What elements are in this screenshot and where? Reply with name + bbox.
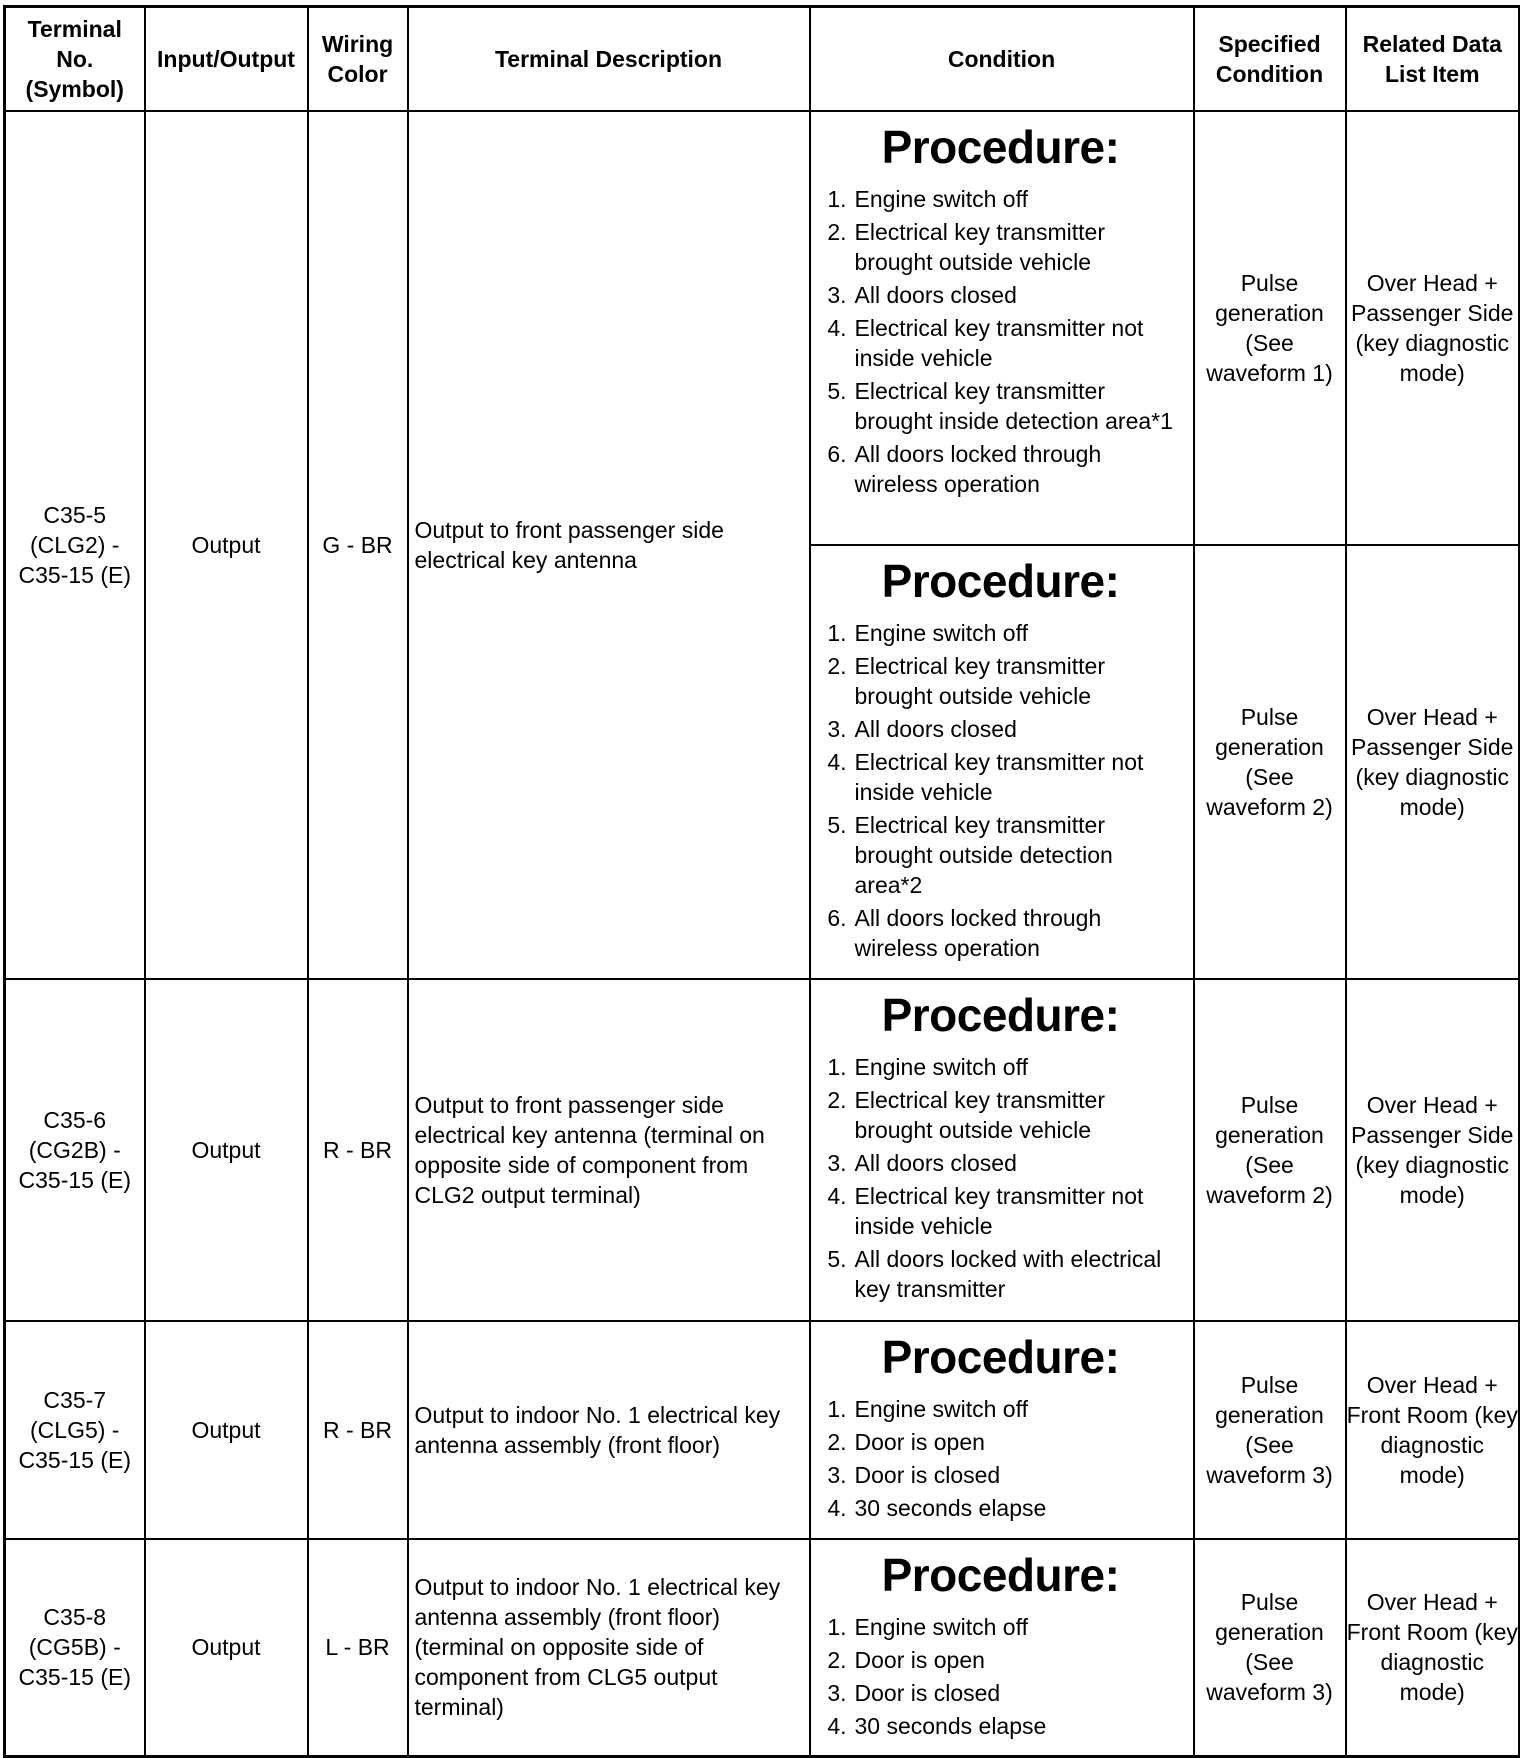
step-number: 4. <box>827 1494 847 1521</box>
specified-condition-cell: Pulse generation (See waveform 3) <box>1194 1321 1346 1539</box>
step-text: Electrical key transmitter brought inside detection area*1 <box>854 377 1173 434</box>
procedure-step <box>817 217 1185 277</box>
step-text: Engine switch off <box>854 1395 1028 1422</box>
procedure-steps <box>817 618 1185 963</box>
step-text: Door is open <box>854 1646 985 1673</box>
procedure-step <box>817 313 1185 373</box>
procedure-title: Procedure: <box>881 988 1120 1041</box>
step-number: 3. <box>827 1149 847 1176</box>
procedure-step <box>817 1394 1185 1424</box>
step-text: Engine switch off <box>854 185 1028 212</box>
step-number: 1. <box>827 1053 847 1080</box>
step-number: 4. <box>827 748 847 775</box>
procedure-title: Procedure: <box>881 554 1120 607</box>
header-related: Related Data List Item <box>1346 7 1520 111</box>
condition-cell <box>810 979 1194 1321</box>
table-row <box>5 111 1520 545</box>
step-text: 30 seconds elapse <box>854 1712 1047 1739</box>
step-text: All doors locked through wireless operation <box>854 440 1102 497</box>
step-number: 5. <box>827 377 847 404</box>
terminal-cell: C35-7 (CLG5) - C35-15 (E) <box>5 1321 145 1539</box>
step-number: 1. <box>827 185 847 212</box>
wiring-color-cell: L - BR <box>308 1539 408 1757</box>
procedure-step <box>817 184 1185 214</box>
table-row <box>5 1539 1520 1757</box>
step-text: All doors closed <box>854 281 1017 308</box>
step-text: All doors locked with electrical key transmitter <box>854 1245 1162 1302</box>
step-text: Electrical key transmitter brought outside detection area*2 <box>854 811 1113 898</box>
table-row <box>5 979 1520 1321</box>
procedure-step <box>817 1645 1185 1675</box>
step-text: Electrical key transmitter not inside vehicle <box>854 748 1144 805</box>
step-text: All doors locked through wireless operation <box>854 904 1102 961</box>
step-text: All doors closed <box>854 715 1017 742</box>
step-number: 2. <box>827 1646 847 1673</box>
terminal-table <box>3 5 1520 1758</box>
step-number: 1. <box>827 619 847 646</box>
step-number: 3. <box>827 281 847 308</box>
step-number: 2. <box>827 218 847 245</box>
procedure-steps <box>817 184 1185 499</box>
related-data-list-item-cell: Over Head + Front Room (key diagnostic mode) <box>1346 1321 1520 1539</box>
procedure-step <box>817 1427 1185 1457</box>
step-text: Door is closed <box>854 1679 1001 1706</box>
header-description: Terminal Description <box>408 7 810 111</box>
condition-cell <box>810 545 1194 979</box>
step-text: Engine switch off <box>854 1613 1028 1640</box>
step-number: 5. <box>827 811 847 838</box>
related-data-list-item-cell: Over Head + Passenger Side (key diagnostic mode) <box>1346 979 1520 1321</box>
specified-condition-cell: Pulse generation (See waveform 3) <box>1194 1539 1346 1757</box>
step-text: Engine switch off <box>854 619 1028 646</box>
step-text: Door is closed <box>854 1461 1001 1488</box>
step-number: 3. <box>827 1461 847 1488</box>
procedure-title: Procedure: <box>881 120 1120 173</box>
procedure-step <box>817 1148 1185 1178</box>
step-number: 3. <box>827 715 847 742</box>
related-data-list-item-cell: Over Head + Passenger Side (key diagnostic mode) <box>1346 545 1520 979</box>
procedure-step <box>817 1711 1185 1741</box>
header-condition: Condition <box>810 7 1194 111</box>
step-number: 2. <box>827 652 847 679</box>
io-cell: Output <box>145 111 308 979</box>
step-text: Electrical key transmitter brought outside vehicle <box>854 652 1106 709</box>
procedure-step <box>817 747 1185 807</box>
condition-cell <box>810 111 1194 545</box>
specified-condition-cell: Pulse generation (See waveform 2) <box>1194 979 1346 1321</box>
procedure-step <box>817 439 1185 499</box>
header-terminal: Terminal No. (Symbol) <box>5 7 145 111</box>
procedure-step <box>817 651 1185 711</box>
header-row <box>5 7 1520 111</box>
step-number: 5. <box>827 1245 847 1272</box>
terminal-description-cell: Output to front passenger side electrical key antenna <box>408 111 810 979</box>
header-io: Input/Output <box>145 7 308 111</box>
procedure-steps <box>817 1052 1185 1304</box>
step-number: 6. <box>827 440 847 467</box>
terminal-description-cell: Output to front passenger side electrical key antenna (terminal on opposite side of component from CLG2 output terminal) <box>408 979 810 1321</box>
related-data-list-item-cell: Over Head + Front Room (key diagnostic mode) <box>1346 1539 1520 1757</box>
procedure-step <box>817 1085 1185 1145</box>
io-cell: Output <box>145 1321 308 1539</box>
procedure-step <box>817 1678 1185 1708</box>
step-number: 1. <box>827 1613 847 1640</box>
condition-cell <box>810 1539 1194 1757</box>
terminal-cell: C35-6 (CG2B) - C35-15 (E) <box>5 979 145 1321</box>
terminal-description-cell: Output to indoor No. 1 electrical key antenna assembly (front floor) <box>408 1321 810 1539</box>
procedure-step <box>817 1181 1185 1241</box>
step-number: 2. <box>827 1086 847 1113</box>
wiring-color-cell: R - BR <box>308 979 408 1321</box>
terminal-description-cell: Output to indoor No. 1 electrical key antenna assembly (front floor) (terminal on opposite side of component from CLG5 output terminal) <box>408 1539 810 1757</box>
io-cell: Output <box>145 1539 308 1757</box>
procedure-step <box>817 376 1185 436</box>
procedure-step <box>817 1493 1185 1523</box>
step-number: 1. <box>827 1395 847 1422</box>
wiring-color-cell: R - BR <box>308 1321 408 1539</box>
step-text: Electrical key transmitter brought outside vehicle <box>854 1086 1106 1143</box>
procedure-steps <box>817 1612 1185 1741</box>
terminal-cell: C35-5 (CLG2) - C35-15 (E) <box>5 111 145 979</box>
procedure-title: Procedure: <box>881 1548 1120 1601</box>
procedure-step <box>817 1460 1185 1490</box>
terminal-cell: C35-8 (CG5B) - C35-15 (E) <box>5 1539 145 1757</box>
procedure-step <box>817 1612 1185 1642</box>
step-number: 4. <box>827 314 847 341</box>
step-text: Electrical key transmitter not inside vehicle <box>854 1182 1144 1239</box>
step-number: 4. <box>827 1712 847 1739</box>
table-body <box>5 111 1520 1757</box>
procedure-step <box>817 714 1185 744</box>
step-text: Electrical key transmitter not inside vehicle <box>854 314 1144 371</box>
procedure-step <box>817 1052 1185 1082</box>
step-number: 6. <box>827 904 847 931</box>
step-number: 4. <box>827 1182 847 1209</box>
step-text: Electrical key transmitter brought outside vehicle <box>854 218 1106 275</box>
procedure-steps <box>817 1394 1185 1523</box>
procedure-step <box>817 903 1185 963</box>
step-number: 2. <box>827 1428 847 1455</box>
procedure-step <box>817 280 1185 310</box>
specified-condition-cell: Pulse generation (See waveform 2) <box>1194 545 1346 979</box>
step-number: 3. <box>827 1679 847 1706</box>
related-data-list-item-cell: Over Head + Passenger Side (key diagnostic mode) <box>1346 111 1520 545</box>
step-text: Engine switch off <box>854 1053 1028 1080</box>
specified-condition-cell: Pulse generation (See waveform 1) <box>1194 111 1346 545</box>
header-wiring: Wiring Color <box>308 7 408 111</box>
procedure-step <box>817 1244 1185 1304</box>
wiring-color-cell: G - BR <box>308 111 408 979</box>
condition-cell <box>810 1321 1194 1539</box>
table-row <box>5 1321 1520 1539</box>
procedure-step <box>817 618 1185 648</box>
step-text: Door is open <box>854 1428 985 1455</box>
step-text: All doors closed <box>854 1149 1017 1176</box>
header-specified: Specified Condition <box>1194 7 1346 111</box>
step-text: 30 seconds elapse <box>854 1494 1047 1521</box>
procedure-step <box>817 810 1185 900</box>
procedure-title: Procedure: <box>881 1330 1120 1383</box>
io-cell: Output <box>145 979 308 1321</box>
